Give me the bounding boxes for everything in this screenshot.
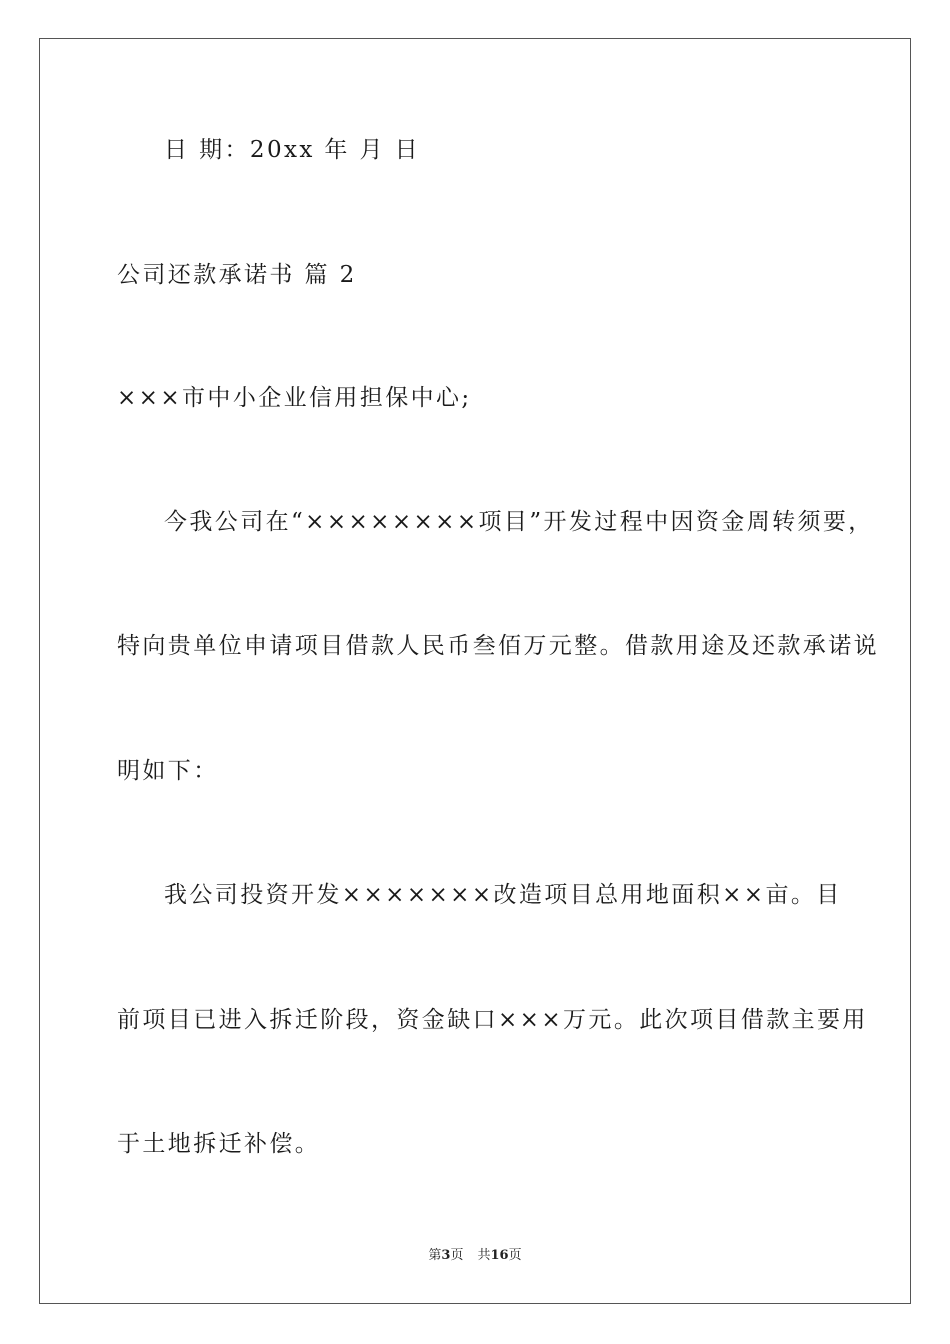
footer-page-prefix: 第 (428, 1248, 442, 1263)
paragraph-line-3: 明如下： (117, 758, 219, 784)
page-footer (0, 1247, 950, 1265)
section-title: 公司还款承诺书 篇 2 (117, 262, 357, 288)
paragraph-line-1: 今我公司在“××××××××项目”开发过程中因资金周转须要， (164, 509, 874, 535)
footer-total-suffix: 页 (508, 1248, 522, 1263)
paragraph-line-5: 前项目已进入拆迁阶段，资金缺口×××万元。此次项目借款主要用 (117, 1007, 868, 1033)
paragraph-line-6: 于土地拆迁补偿。 (117, 1131, 321, 1157)
addressee: ×××市中小企业信用担保中心; (117, 385, 472, 411)
date-line: 日 期：20xx 年 月 日 (164, 137, 421, 163)
page-border (39, 38, 911, 1304)
footer-total-pages: 16 (490, 1248, 509, 1263)
footer-page-number: 3 (441, 1248, 451, 1263)
paragraph-line-4: 我公司投资开发×××××××改造项目总用地面积××亩。目 (164, 882, 842, 908)
footer-page-suffix: 页 (450, 1248, 464, 1263)
paragraph-line-2: 特向贵单位申请项目借款人民币叁佰万元整。借款用途及还款承诺说 (117, 633, 879, 659)
footer-total-prefix: 共 (477, 1248, 491, 1263)
